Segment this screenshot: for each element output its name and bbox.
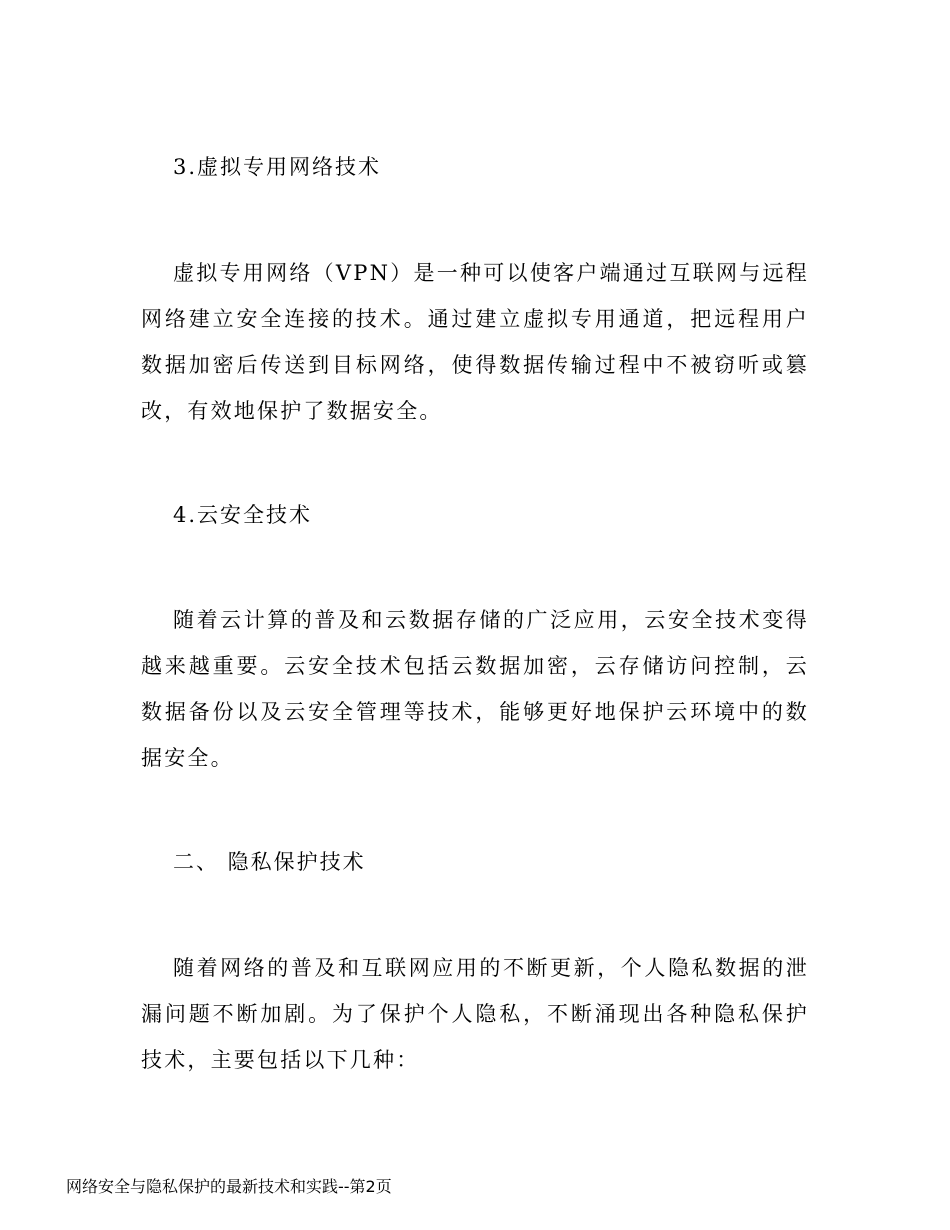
- section-paragraph-cloud-security: 随着云计算的普及和云数据存储的广泛应用，云安全技术变得越来越重要。云安全技术包括云数据加密，云存储访问控制，云数据备份以及云安全管理等技术，能够更好地保护云环境中的数据安全。: [141, 608, 809, 770]
- section-heading-vpn: 3.虚拟专用网络技术: [173, 155, 382, 179]
- page-footer: 网络安全与隐私保护的最新技术和实践--第2页: [66, 1177, 392, 1196]
- section-heading-privacy-protection: 二、 隐私保护技术: [173, 850, 366, 874]
- section-paragraph-privacy-protection: 随着网络的普及和互联网应用的不断更新，个人隐私数据的泄漏问题不断加剧。为了保护个人隐私，不断涌现出各种隐私保护技术，主要包括以下几种：: [141, 956, 809, 1072]
- section-paragraph-vpn: 虚拟专用网络（VPN）是一种可以使客户端通过互联网与远程网络建立安全连接的技术。通过建立虚拟专用通道，把远程用户数据加密后传送到目标网络，使得数据传输过程中不被窃听或篡改，有效地保护了数据安全。: [141, 261, 809, 423]
- section-heading-cloud-security: 4.云安全技术: [173, 503, 313, 527]
